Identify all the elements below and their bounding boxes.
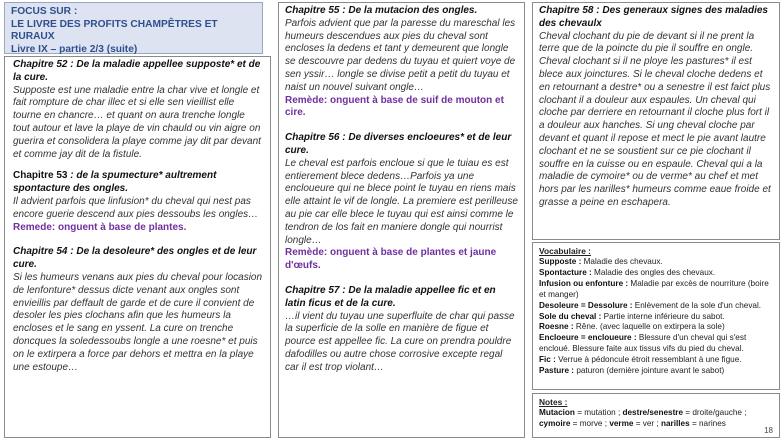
notes-title: Notes : [539,397,568,407]
chapter-57-title: Chapitre 57 : De la maladie appellee fic et en latin ficus et de la cure. [285,284,496,309]
chapter-56-title: Chapitre 56 : De diverses encloeures* et de leur cure. [285,132,512,156]
notes-line-1: Mutacion = mutation ; destre/senestre = droite/gauche ; [539,408,747,417]
chapter-55-remedy: Remède: onguent à base de suif de mouton et cire. [285,94,504,119]
chapter-55-body: Parfois advient que par la paresse du mareschal les humeurs descendues aux pies du cheval sont encloses la dedens et tant y demeurent que longle se descouvre par dedens du tuyau et quiert voye de sen yssir… longle se divise petit a petit du tuyau et naist un nouvel suivant ongle… [285,17,516,93]
column-middle [278,2,525,438]
chapter-53-title [13,170,263,196]
vocab-item: Sole du cheval : Partie interne inférieure du sabot. [539,311,725,321]
vocab-item: Encloeure = encloueure : Blessure d'un cheval qui s'est encloué. Blessure faite aux tissus vifs du pied du cheval. [539,333,747,354]
chapter-54-title: Chapitre 54 : De la desoleure* des ongles et de leur cure. [13,246,257,271]
vocab-item: Roesne : Rêne. (avec laquelle on extirpera la sole) [539,322,725,332]
book-part: Livre IX – partie 2/3 (suite) [11,43,138,55]
chapter-58-body: Cheval clochant du pie de devant si il ne prent la terre que de la poincte du pie il souffre en ongle. Cheval clochant si il ne ploye les pastures* il est blece aux joinctures. Si le cheval cloche dedens et en retournant a destre* ou a senestre il est faict plus clochant il a douleur aux espaules. Un cheval qui cloche par derriere en retournant il cloche plus fort il a douleur aux hanches. Si ung cheval cloche par devant et quant il repose et mect le pie avant lautre clochant et ne se soustient sur ce pie clochant il souffre en la cuisse ou en espaule. Cheval qui a la maladie de cymoire* ou de verme* au chef et met hors par les narilles* humeurs comme eaue froide et grasse a peine en eschapera. [539,30,771,208]
column-right [532,2,780,240]
focus-header [4,2,263,54]
chapter-55-title: Chapitre 55 : De la mutacion des ongles. [285,5,478,16]
vocab-item: Spontacture : Maladie des ongles des chevaux. [539,267,716,277]
chapter-52-body: Supposte est une maladie entre la char vive et longle et fait rompture de char illec et si elle sen vieillist elle tourne en chancre… et quant on aura trenche longle tout autour et lave la playe de vin chauld ou vin aigre on guerira et consolidera la playe comme jay dit par devant et comme jay dit de la fistule. [13,84,261,160]
chapter-58-title: Chapitre 58 : Des generaux signes des maladies des chevaulx [539,5,768,29]
chapter-54-body: Si les humeurs venans aux pies du cheval pour locasion de lenfonture* dessus dicte venant aux ongles sont envieillis par deffault de garde et de cure il convient de desoler les pies clochans afin que les humeurs la encloses et le sang en yssent. La cure on trenche doncques la soledessoubs longle a une roesne* et puis on le extirpera a force par dehors et mettra en la playe une estoupe… [13,271,263,373]
vocab-item: Pasture : paturon (dernière jointure avant le sabot) [539,366,725,376]
chapter-57-body: …il vient du tuyau une superfluite de char qui passe la superficie de la solle en manière de figue et pource est appellee fic. La cure on prendra pouldre dafodilles ou autre chose corrosive excepte regal car il est trop violant… [285,310,515,373]
chapter-56-remedy: Remède: onguent à base de plantes et jaune d'œufs. [285,247,497,272]
chapter-53-number: Chapitre 53 [13,170,68,182]
vocab-item: Supposte : Maladie des chevaux. [539,257,663,266]
vocabulary-box [532,242,780,390]
notes-line-2: cymoire = morve ; verme = ver ; narilles = narines [539,418,726,428]
chapter-53-subtitle: : de la spumecture* aultrement spontacture des ongles. [13,170,217,195]
vocab-item: Desoleure = Dessolure : Enlèvement de la sole d'un cheval. [539,300,762,310]
vocab-item: Infusion ou enfonture : Maladie par excès de nourriture (boire et manger) [539,278,769,299]
vocabulary-title: Vocabulaire : [539,246,591,256]
chapter-52-title: Chapitre 52 : De la maladie appellee supposte* et de la cure. [13,59,261,83]
book-title: LE LIVRE DES PROFITS CHAMPÊTRES ET RURAUX [11,18,218,43]
chapter-56-body: Le cheval est parfois encloue si que le tuiau es est entierement blece dedens…Parfois ya une encloueure qui ne blece point le tuyau en riens mais elle attaint le vif de longle. La premiere est perilleuse au pie car elle blece le tuyau qui est ainsi comme le tendron de los fait en maniere dongle qui nourrist longle… [285,157,518,246]
chapter-53-remedy: Remede: onguent à base de plantes. [13,221,187,233]
vocab-item: Fic : Verrue à pédoncule étroit ressemblant à une figue. [539,355,742,365]
column-left [4,56,271,438]
focus-label: FOCUS SUR : [11,6,78,17]
notes-box [532,393,780,438]
chapter-53-body: Il advient parfois que linfusion* du cheval qui nest pas encore guerie descend aux pies dessoubs les ongles… [13,195,259,220]
page-number: 18 [764,426,773,435]
